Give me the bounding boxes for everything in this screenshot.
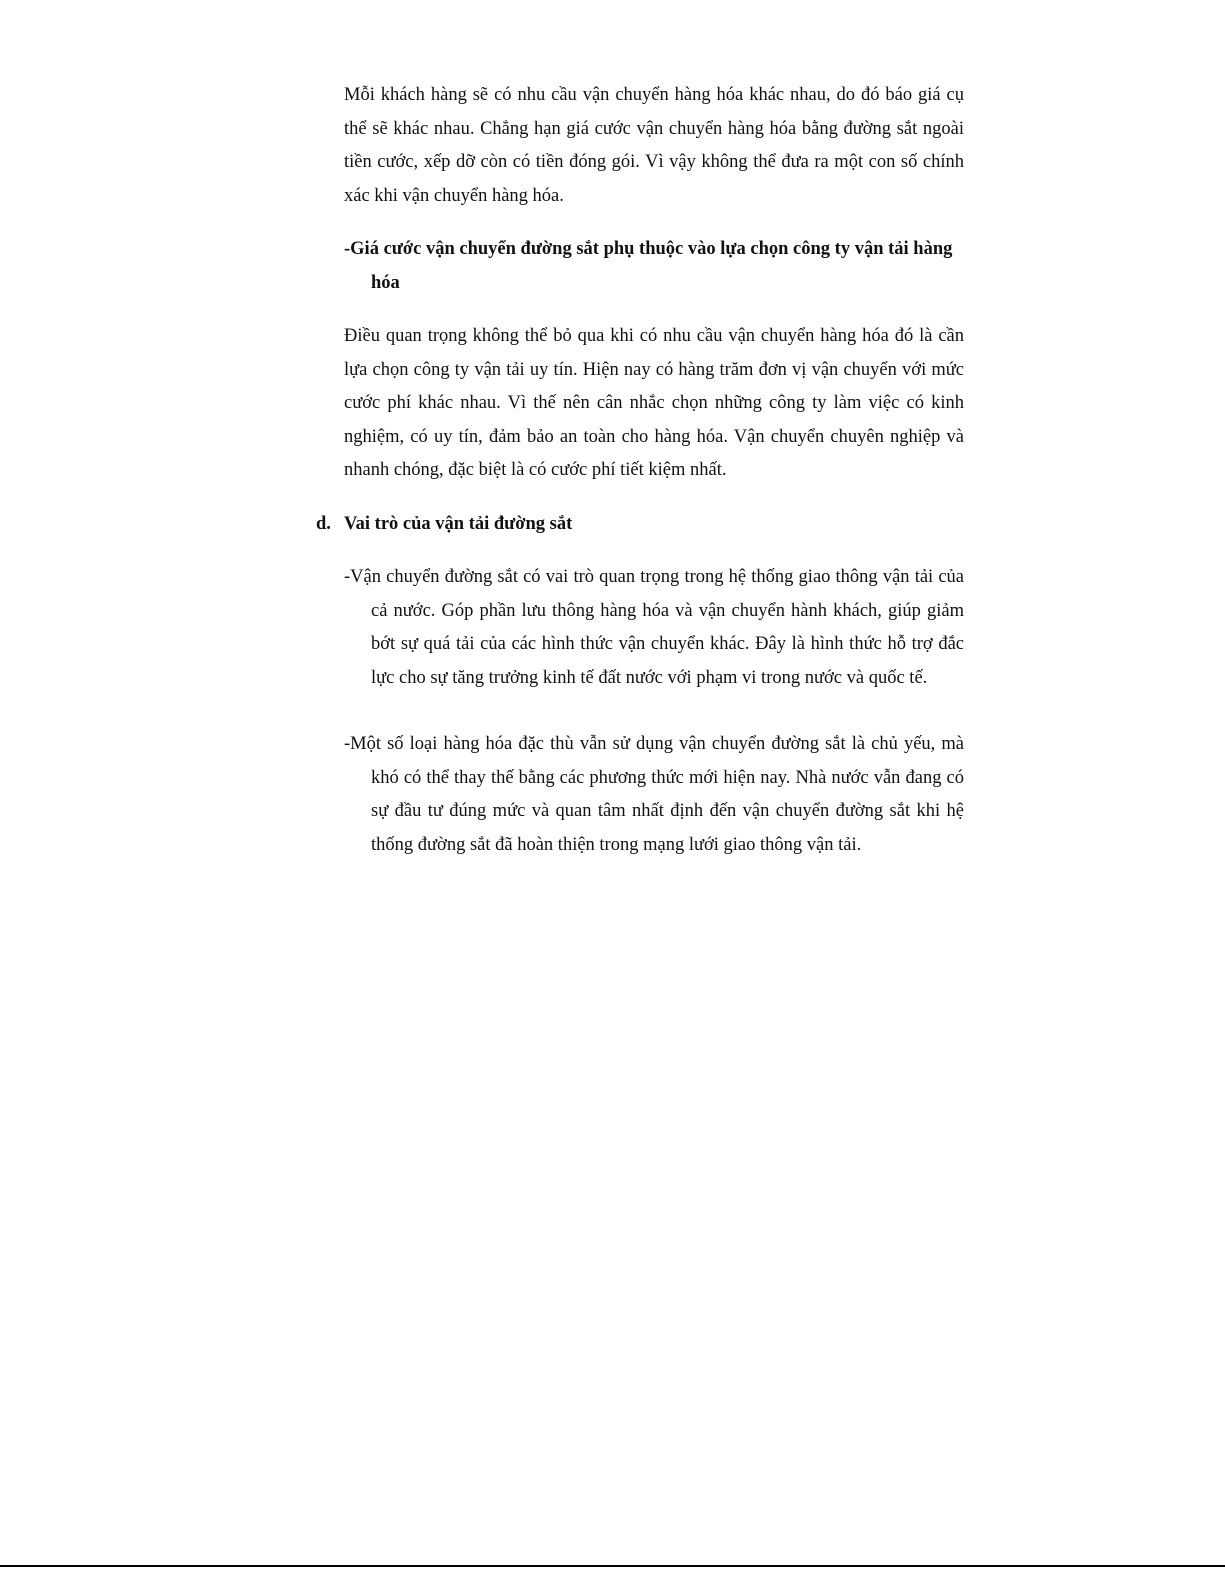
section-heading	[316, 508, 966, 542]
bullet-item-special-goods: -Một số loại hàng hóa đặc thù vẫn sử dụng vận chuyển đường sắt là chủ yếu, mà khó có thể thay thế bằng các phương thức mới hiện nay. Nhà nước vẫn đang có sự đầu tư đúng mức và quan tâm nhất định đến vận chuyển đường sắt khi hệ thống đường sắt đã hoàn thiện trong mạng lưới giao thông vận tải.	[344, 734, 964, 855]
paragraph-choose-reputable-carrier: Điều quan trọng không thể bỏ qua khi có nhu cầu vận chuyển hàng hóa đó là cần lựa chọn công ty vận tải uy tín. Hiện nay có hàng trăm đơn vị vận chuyển với mức cước phí khác nhau. Vì thế nên cân nhắc chọn những công ty làm việc có kinh nghiệm, có uy tín, đảm bảo an toàn cho hàng hóa. Vận chuyển chuyên nghiệp và nhanh chóng, đặc biệt là có cước phí tiết kiệm nhất.	[344, 326, 964, 480]
section-title: Vai trò của vận tải đường sắt	[344, 514, 573, 534]
bullet-item-role: -Vận chuyển đường sắt có vai trò quan trọng trong hệ thống giao thông vận tải của cả nước. Góp phần lưu thông hàng hóa và vận chuyển hành khách, giúp giảm bớt sự quá tải của các hình thức vận chuyển khác. Đây là hình thức hỗ trợ đắc lực cho sự tăng trưởng kinh tế đất nước với phạm vi trong nước và quốc tế.	[344, 567, 964, 688]
page-bottom-border	[0, 1565, 1225, 1567]
paragraph-pricing-varies: Mỗi khách hàng sẽ có nhu cầu vận chuyển hàng hóa khác nhau, do đó báo giá cụ thể sẽ khác nhau. Chẳng hạn giá cước vận chuyển hàng hóa bằng đường sắt ngoài tiền cước, xếp dỡ còn có tiền đóng gói. Vì vậy không thể đưa ra một con số chính xác khi vận chuyển hàng hóa.	[344, 85, 964, 206]
section-number: d.	[316, 514, 331, 534]
sub-heading-carrier-choice: -Giá cước vận chuyển đường sắt phụ thuộc vào lựa chọn công ty vận tải hàng hóa	[344, 239, 953, 293]
